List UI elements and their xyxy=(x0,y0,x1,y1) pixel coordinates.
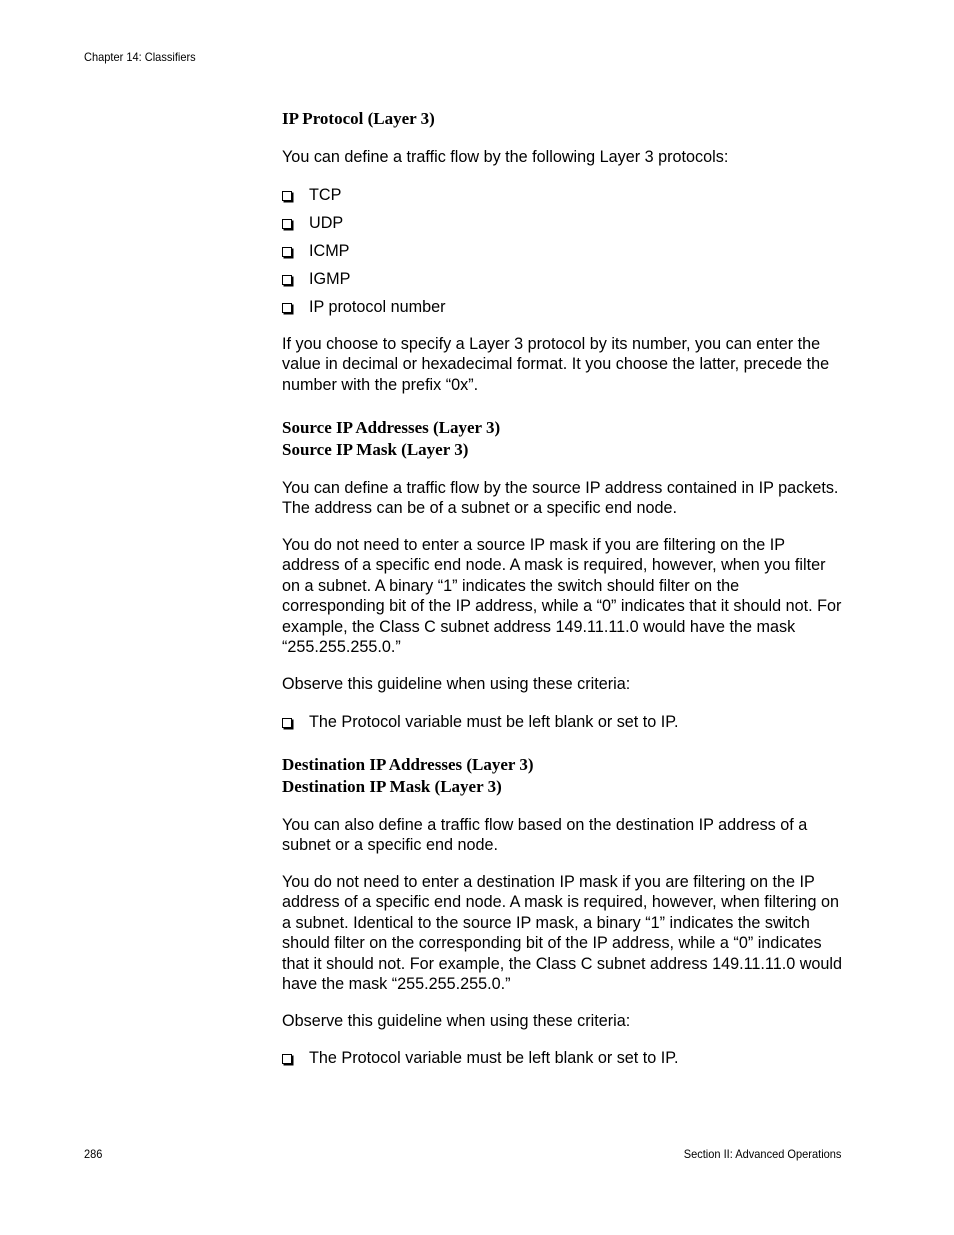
list-item-label: UDP xyxy=(309,214,344,232)
list-item-label: TCP xyxy=(309,186,342,204)
destination-ip-paragraph-1: You can also define a traffic flow based on the destination IP address of a subnet or a specific end node. xyxy=(282,816,808,855)
heading-destination-ip-addresses: Destination IP Addresses (Layer 3) xyxy=(282,755,534,774)
running-header: Chapter 14: Classifiers xyxy=(84,50,196,64)
running-footer-section: Section II: Advanced Operations xyxy=(683,1147,841,1161)
destination-ip-guideline-intro: Observe this guideline when using these criteria: xyxy=(282,1012,631,1030)
destination-ip-paragraph-2: You do not need to enter a destination IP mask if you are filtering on the IP address of a specific end node. A mask is required, however, when filtering on a subnet. Identical to the source IP mask, a binary “1” indicates the switch should filter on the corresponding bit of the IP address, while a “0” indicates that it should not. For example, the Class C subnet address 149.11.11.0 would have the mask “255.255.255.0.” xyxy=(282,873,842,994)
source-ip-guideline-intro: Observe this guideline when using these criteria: xyxy=(282,675,631,693)
heading-source-ip-addresses: Source IP Addresses (Layer 3) xyxy=(282,418,501,437)
checkbox-bullet-icon xyxy=(282,1054,292,1064)
page-number: 286 xyxy=(84,1147,103,1161)
checkbox-bullet-icon xyxy=(282,275,292,285)
checkbox-bullet-icon xyxy=(282,219,292,229)
checkbox-bullet-icon xyxy=(282,303,292,313)
list-item-label: The Protocol variable must be left blank or set to IP. xyxy=(309,1049,679,1067)
source-ip-paragraph-1: You can define a traffic flow by the source IP address contained in IP packets. The address can be of a subnet or a specific end node. xyxy=(282,479,839,518)
source-ip-paragraph-2: You do not need to enter a source IP mask if you are filtering on the IP address of a specific end node. A mask is required, however, when you filter on a subnet. A binary “1” indicates the switch should filter on the corresponding bit of the IP address, while a “0” indicates that it should not. For example, the Class C subnet address 149.11.11.0 would have the mask “255.255.255.0.” xyxy=(282,536,842,657)
heading-ip-protocol: IP Protocol (Layer 3) xyxy=(282,109,435,128)
heading-destination-ip-mask: Destination IP Mask (Layer 3) xyxy=(282,777,502,796)
ip-protocol-intro: You can define a traffic flow by the following Layer 3 protocols: xyxy=(282,148,729,166)
list-item-label: IP protocol number xyxy=(309,298,446,316)
ip-protocol-note: If you choose to specify a Layer 3 protocol by its number, you can enter the value in decimal or hexadecimal format. It you choose the latter, precede the number with the prefix “0x”. xyxy=(282,335,830,394)
list-item-label: ICMP xyxy=(309,242,350,260)
checkbox-bullet-icon xyxy=(282,191,292,201)
list-item-label: The Protocol variable must be left blank or set to IP. xyxy=(309,713,679,731)
checkbox-bullet-icon xyxy=(282,718,292,728)
checkbox-bullet-icon xyxy=(282,247,292,257)
heading-source-ip-mask: Source IP Mask (Layer 3) xyxy=(282,440,469,459)
list-item-label: IGMP xyxy=(309,270,351,288)
